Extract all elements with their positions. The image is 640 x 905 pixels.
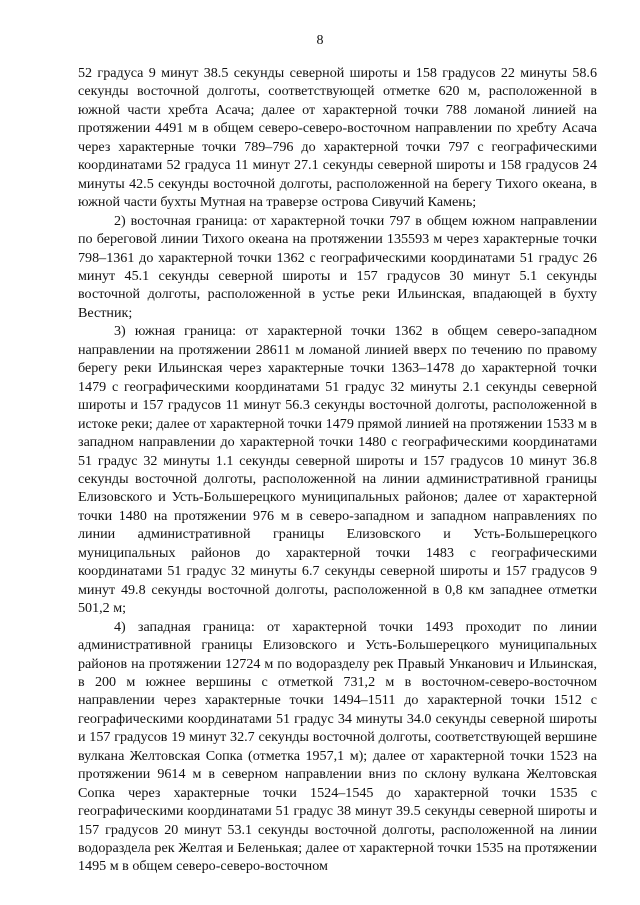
page-number: 8 (316, 33, 324, 48)
paragraph-western-boundary: 4) западная граница: от характерной точки 1493 проходит по линии административной границы Елизовского и Усть-Большерецкого муниципальных районов на протяжении 12724 м по водоразделу рек Правый Унканович и Ильинская, в 200 м южнее вершины с отметкой 731,2 м в восточном-северо-восточном направлении через характерные точки 1494–1511 до характерной точки 1512 с географическими координатами 51 градус 34 минуты 34.0 секунды северной широты и 157 градусов 19 минут 32.7 секунды восточной долготы, соответствующей вершине вулкана Желтовская Сопка (отметка 1957,1 м); далее от характерной точки 1523 на протяжении 9614 м в северном направлении вниз по склону вулкана Желтовская Сопка через характерные точки 1524–1545 до характерной точки 1535 с географическими координатами 51 градус 38 минут 39.5 секунды северной широты и 157 градусов 20 минут 53.1 секунды восточной долготы, расположенной на линии водораздела рек Желтая и Беленькая; далее от характерной точки 1535 на протяжении 1495 м в общем северо-северо-восточном (78, 618, 597, 875)
paragraph-southern-boundary: 3) южная граница: от характерной точки 1362 в общем северо-западном направлении на протяжении 28611 м ломаной линией вверх по течению по правому берегу реки Ильинская через характерные точки 1363–1478 до характерной точки 1479 с географическими координатами 51 градус 32 минуты 2.1 секунды северной широты и 157 градусов 11 минут 56.3 секунды восточной долготы, расположенной в истоке реки; далее от характерной точки 1479 прямой линией на протяжении 1533 м в западном направлении до характерной точки 1480 с географическими координатами 51 градус 32 минуты 1.1 секунды северной широты и 157 градусов 10 минут 36.8 секунды восточной долготы, расположенной на линии административной границы Елизовского и Усть-Большерецкого муниципальных районов; далее от характерной точки 1480 на протяжении 976 м в северо-западном и западном направлениях по линии административной границы Елизовского и Усть-Большерецкого муниципальных районов до характерной точки 1483 с географическими координатами 51 градус 32 минуты 6.7 секунды северной широты и 157 градусов 9 минут 49.8 секунды восточной долготы, расположенной в 0,8 км западнее отметки 501,2 м; (78, 323, 597, 617)
document-body (78, 64, 597, 876)
paragraph-eastern-boundary: 2) восточная граница: от характерной точки 797 в общем южном направлении по береговой линии Тихого океана на протяжении 135593 м через характерные точки 798–1361 до характерной точки 1362 с географическими координатами 51 градус 26 минут 45.1 секунды северной широты и 157 градусов 30 минут 5.1 секунды восточной долготы, расположенной в устье реки Ильинская, впадающей в бухту Вестник; (78, 212, 597, 321)
paragraph-continuation: 52 градуса 9 минут 38.5 секунды северной широты и 158 градусов 22 минуты 58.6 секунды восточной долготы, соответствующей отметке 620 м, расположенной в южной части хребта Асача; далее от характерной точки 788 ломаной линией на протяжении 4491 м в общем северо-северо-восточном направлении по хребту Асача через характерные точки 789–796 до характерной точки 797 с географическими координатами 52 градуса 11 минут 27.1 секунды северной широты и 158 градусов 24 минуты 42.5 секунды восточной долготы, расположенной на берегу Тихого океана, в южной части бухты Мутная на траверзе острова Сивучий Камень; (78, 65, 597, 211)
